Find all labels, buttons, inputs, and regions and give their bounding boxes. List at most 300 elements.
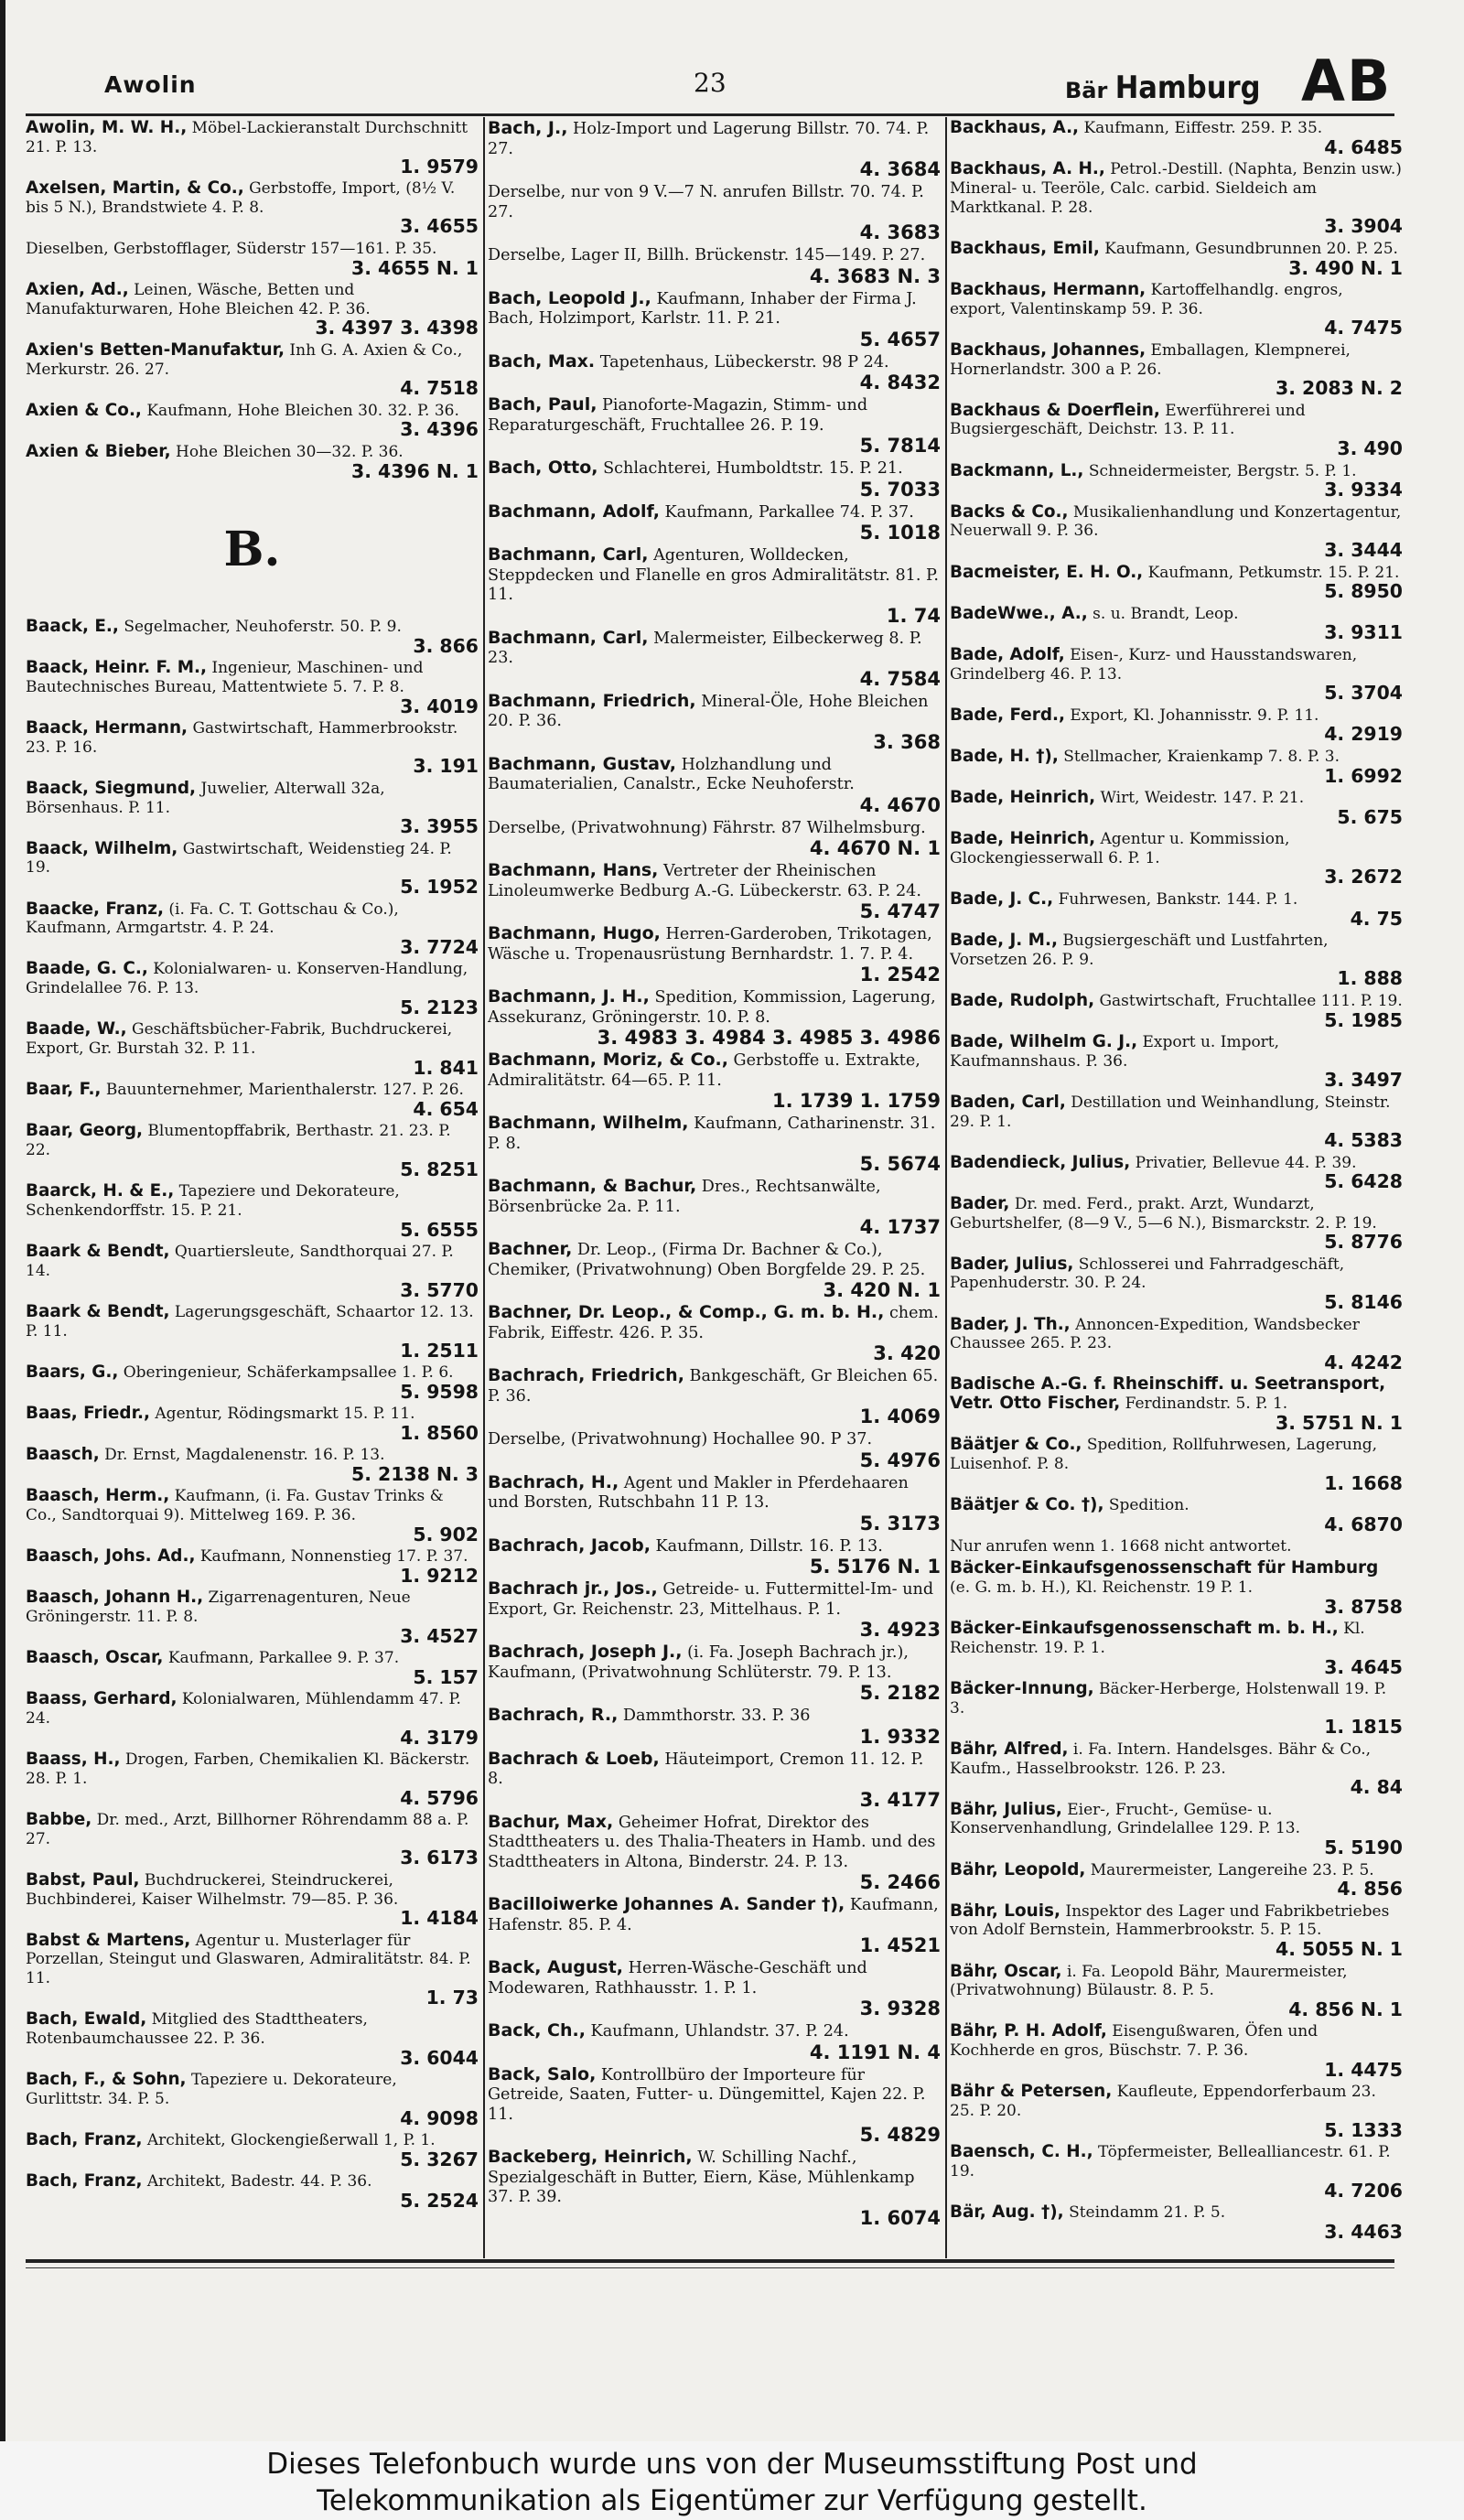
entry-name: Bachrach, Jacob, bbox=[488, 1535, 651, 1556]
entry-description: Kaufmann, Gesundbrunnen 20. P. 25. bbox=[1104, 239, 1398, 258]
phone-number: 5. 5674 bbox=[859, 1153, 941, 1175]
directory-entry bbox=[26, 1750, 479, 1808]
directory-entry bbox=[26, 1487, 479, 1545]
entry-name: Bacmeister, E. H. O., bbox=[950, 562, 1144, 582]
directory-entry bbox=[488, 987, 941, 1048]
entry-name: Backhaus & Doerflein, bbox=[950, 400, 1160, 420]
entry-name: Bade, J. C., bbox=[950, 888, 1054, 909]
directory-entry bbox=[26, 1871, 479, 1929]
entry-name: Bader, Julius, bbox=[950, 1254, 1074, 1274]
phone-number: 3. 9311 bbox=[1324, 621, 1403, 644]
entry-description: Nur anrufen wenn 1. 1668 nicht antwortet. bbox=[950, 1537, 1292, 1556]
phone-number: 4. 5796 bbox=[400, 1786, 479, 1809]
entry-name: Bade, Rudolph, bbox=[950, 990, 1095, 1010]
entry-name: Bäätjer & Co., bbox=[950, 1435, 1082, 1455]
phone-number: 4. 7518 bbox=[400, 377, 479, 400]
entry-name: Bachmann, & Bachur, bbox=[488, 1176, 697, 1196]
entry-description: Tapeziere und Dekorateure, Schenkendorffstr. 15. P. 21. bbox=[26, 1182, 400, 1220]
phone-number: 3. 6173 bbox=[400, 1847, 479, 1869]
entry-name: Baack, Siegmund, bbox=[26, 778, 197, 798]
directory-entry bbox=[950, 1093, 1403, 1151]
directory-entry bbox=[950, 890, 1403, 929]
entry-description: Kaufmann, Hohe Bleichen 30. 32. P. 36. bbox=[146, 401, 459, 420]
phone-number: 4. 3683 bbox=[859, 221, 941, 243]
directory-entry bbox=[26, 900, 479, 958]
entry-name: Bachmann, Carl, bbox=[488, 627, 649, 648]
header-end-word: Bär bbox=[1065, 78, 1108, 103]
entry-description: Mitglied des Stadttheaters, Rotenbaumchaussee 22. P. 36. bbox=[26, 2010, 368, 2049]
directory-entry bbox=[488, 755, 941, 815]
entry-description: Spedition, Kommission, Lagerung, Assekuranz, Gröningerstr. 10. P. 8. bbox=[488, 988, 936, 1027]
phone-number: 5. 1985 bbox=[1324, 1008, 1403, 1031]
entry-name: Bähr, P. H. Adolf, bbox=[950, 2021, 1107, 2041]
directory-entry bbox=[488, 692, 941, 752]
entry-description: Schneidermeister, Bergstr. 5. P. 1. bbox=[1088, 461, 1357, 480]
directory-entry bbox=[26, 1446, 479, 1484]
directory-entry bbox=[26, 2172, 479, 2211]
phone-number: 5. 2138 N. 3 bbox=[351, 1462, 479, 1485]
phone-number: 3. 4396 bbox=[400, 418, 479, 441]
entry-name: Axien & Bieber, bbox=[26, 441, 171, 461]
phone-number: 3. 9328 bbox=[859, 1998, 941, 2019]
entry-description: Kartoffelhandlg. engros, export, Valentinskamp 59. P. 36. bbox=[950, 280, 1343, 318]
phone-number: 3. 4923 bbox=[859, 1619, 941, 1641]
directory-entry bbox=[950, 1033, 1403, 1091]
entry-name: Bäcker-Innung, bbox=[950, 1678, 1094, 1698]
phone-number: 4. 8432 bbox=[859, 372, 941, 393]
entry-description: Zigarrenagenturen, Neue Gröningerstr. 11. P. 8. bbox=[26, 1588, 411, 1626]
entry-description: Kaufmann, Parkallee 74. P. 37. bbox=[664, 502, 914, 522]
entry-description: Destillation und Weinhandlung, Steinstr. 29. P. 1. bbox=[950, 1093, 1391, 1131]
directory-entry bbox=[26, 659, 479, 716]
entry-description: Musikalienhandlung und Konzertagentur, Neuerwall 9. P. 36. bbox=[950, 502, 1402, 541]
directory-entry bbox=[26, 1020, 479, 1078]
header-city: Hamburg bbox=[1114, 70, 1261, 106]
phone-number: 1. 4069 bbox=[859, 1405, 941, 1427]
phone-number: 3. 5751 N. 1 bbox=[1276, 1412, 1403, 1434]
entry-description: chem. Fabrik, Eiffestr. 426. P. 35. bbox=[488, 1304, 939, 1342]
directory-entry bbox=[488, 502, 941, 544]
entry-description: Geschäftsbücher-Fabrik, Buchdruckerei, Export, Gr. Burstah 32. P. 11. bbox=[26, 1020, 453, 1059]
directory-entry bbox=[488, 1958, 941, 2019]
directory-entry bbox=[488, 1177, 941, 1237]
phone-number: 5. 8776 bbox=[1324, 1231, 1403, 1254]
entry-name: Baacke, Franz, bbox=[26, 899, 164, 919]
entry-description: Malermeister, Eilbeckerweg 8. P. 23. bbox=[488, 629, 922, 667]
entry-description: (i. Fa. Joseph Bachrach jr.), Kaufmann, (Privatwohnung Schlüterstr. 79. P. 13. bbox=[488, 1643, 909, 1682]
phone-number: 4. 3683 N. 3 bbox=[809, 264, 941, 287]
entry-description: Buchdruckerei, Steindruckerei, Buchbinderei, Kaiser Wilhelmstr. 79—85. P. 36. bbox=[26, 1870, 399, 1909]
entry-name: Baack, Wilhelm, bbox=[26, 838, 178, 858]
directory-entry bbox=[488, 1050, 941, 1111]
entry-description: Gastwirtschaft, Fruchtallee 111. P. 19. bbox=[1099, 991, 1403, 1010]
directory-entry bbox=[26, 1081, 479, 1119]
entry-name: Awolin, M. W. H., bbox=[26, 119, 188, 137]
entry-name: Bade, J. M., bbox=[950, 930, 1058, 950]
phone-number: 1. 4521 bbox=[859, 1934, 941, 1956]
entry-description: Dr. Leop., (Firma Dr. Bachner & Co.), Chemiker, (Privatwohnung) Oben Borgfelde 29. P. 25. bbox=[488, 1241, 926, 1279]
entry-description: Geheimer Hofrat, Direktor des Stadttheaters u. des Thalia-Theaters in Hamb. und des Stadttheaters in Altona, Binderstr. 24. P. 13. bbox=[488, 1813, 936, 1871]
phone-number: 5. 9598 bbox=[400, 1380, 479, 1403]
phone-number: 5. 5190 bbox=[1324, 1836, 1403, 1859]
entry-name: Baar, F., bbox=[26, 1080, 102, 1100]
directory-entry bbox=[26, 402, 479, 440]
phone-number: 1. 4475 bbox=[1324, 2059, 1403, 2081]
directory-entry bbox=[488, 1429, 941, 1470]
directory-entry bbox=[26, 960, 479, 1018]
phone-number: 5. 1018 bbox=[859, 522, 941, 544]
phone-number: 5. 8950 bbox=[1324, 580, 1403, 603]
entry-description: (e. G. m. b. H.), Kl. Reichenstr. 19 P. 1. bbox=[950, 1578, 1253, 1597]
entry-description: Möbel-Lackieranstalt Durchschnitt 21. P. 13. bbox=[26, 119, 468, 156]
directory-entry bbox=[488, 1366, 941, 1427]
entry-name: Bähr, Julius, bbox=[950, 1799, 1062, 1819]
directory-entry bbox=[950, 1963, 1403, 2020]
phone-number: 5. 5176 N. 1 bbox=[809, 1556, 941, 1578]
entry-name: Baasch, Johann H., bbox=[26, 1588, 204, 1608]
entry-name: Bade, Heinrich, bbox=[950, 787, 1096, 807]
entry-description: Lagerungsgeschäft, Schaartor 12. 13. P. 11. bbox=[26, 1302, 474, 1341]
directory-entry bbox=[26, 341, 479, 399]
entry-description: Eisengußwaren, Öfen und Kochherde en gros, Büschstr. 7. P. 36. bbox=[950, 2022, 1319, 2061]
phone-number: 4. 9098 bbox=[400, 2106, 479, 2129]
phone-number: 5. 6555 bbox=[400, 1218, 479, 1241]
phone-number: 1. 2511 bbox=[400, 1339, 479, 1362]
entry-name: Backs & Co., bbox=[950, 501, 1069, 522]
phone-number: 5. 8251 bbox=[400, 1158, 479, 1180]
phone-number: 4. 7206 bbox=[1324, 2179, 1403, 2202]
phone-number: 3. 8758 bbox=[1324, 1595, 1403, 1618]
entry-name: Bachmann, Gustav, bbox=[488, 753, 676, 774]
entry-name: Bäätjer & Co. †), bbox=[950, 1495, 1104, 1515]
phone-number: 5. 4829 bbox=[859, 2124, 941, 2146]
directory-entry bbox=[950, 1902, 1403, 1960]
entry-name: Bär, Aug. †), bbox=[950, 2202, 1064, 2223]
phone-number: 4. 4670 bbox=[859, 793, 941, 816]
directory-entry bbox=[488, 1536, 941, 1578]
phone-number: 5. 1952 bbox=[400, 876, 479, 899]
directory-entry bbox=[488, 289, 941, 350]
phone-number: 5. 2123 bbox=[400, 996, 479, 1018]
entry-description: Kaufmann, Inhaber der Firma J. Bach, Holzimport, Karlstr. 11. P. 21. bbox=[488, 289, 917, 328]
entry-description: Kaufmann, Dillstr. 16. P. 13. bbox=[655, 1536, 883, 1556]
entry-description: Maurermeister, Langereihe 23. P. 5. bbox=[1090, 1860, 1374, 1879]
entry-name: Babst, Paul, bbox=[26, 1869, 140, 1890]
directory-entry bbox=[950, 503, 1403, 561]
phone-number: 3. 420 bbox=[873, 1342, 941, 1364]
entry-description: Getreide- u. Futtermittel-Im- und Export, Gr. Reichenstr. 23, Mittelhaus. P. 1. bbox=[488, 1580, 934, 1619]
entry-description: Eisen-, Kurz- und Hausstandswaren, Grindelberg 46. P. 13. bbox=[950, 645, 1358, 684]
entry-description: Derselbe, nur von 9 V.—7 N. anrufen Billstr. 70. 74. P. 27. bbox=[488, 183, 924, 221]
entry-description: Export u. Import, Kaufmannshaus. P. 36. bbox=[950, 1032, 1280, 1071]
entry-description: Häuteimport, Cremon 11. 12. P. 8. bbox=[488, 1750, 924, 1788]
phone-number: 3. 3497 bbox=[1324, 1069, 1403, 1092]
entry-name: Baade, G. C., bbox=[26, 959, 148, 979]
entry-name: Baar, Georg, bbox=[26, 1121, 144, 1141]
entry-name: Bachrach & Loeb, bbox=[488, 1748, 660, 1769]
phone-number: 4. 4242 bbox=[1324, 1352, 1403, 1374]
directory-entry bbox=[26, 719, 479, 777]
directory-entry bbox=[950, 789, 1403, 827]
footer-rule bbox=[26, 2259, 1394, 2263]
phone-number: 3. 3955 bbox=[400, 815, 479, 838]
entry-description: Schlachterei, Humboldtstr. 15. P. 21. bbox=[603, 459, 903, 478]
entry-description: Emballagen, Klempnerei, Hornerlandstr. 300 a P. 26. bbox=[950, 340, 1351, 379]
entry-description: Blumentopffabrik, Berthastr. 21. 23. P. 22. bbox=[26, 1122, 451, 1160]
column-1 bbox=[26, 119, 479, 2251]
directory-entry bbox=[26, 281, 479, 339]
entry-name: Baensch, C. H., bbox=[950, 2142, 1093, 2162]
directory-entry bbox=[488, 2021, 941, 2062]
phone-number: 5. 4976 bbox=[859, 1448, 941, 1471]
phone-number: 1. 73 bbox=[425, 1987, 479, 2009]
phone-number: 4. 7475 bbox=[1324, 317, 1403, 339]
entry-description: Tapetenhaus, Lübeckerstr. 98 P 24. bbox=[599, 352, 889, 372]
column-divider bbox=[483, 117, 485, 2258]
entry-name: Bähr, Louis, bbox=[950, 1901, 1060, 1921]
entry-description: Privatier, Bellevue 44. P. 39. bbox=[1135, 1153, 1357, 1172]
phone-number: 3. 3904 bbox=[1324, 215, 1403, 238]
directory-entry bbox=[26, 1243, 479, 1300]
phone-number: 5. 6428 bbox=[1324, 1170, 1403, 1193]
entry-description: Agentur u. Musterlager für Porzellan, Steingut und Glaswaren, Admiralitätstr. 84. P. 11. bbox=[26, 1931, 471, 1988]
phone-number: 3. 4463 bbox=[1324, 2220, 1403, 2243]
entry-description: Kaufmann, Hafenstr. 85. P. 4. bbox=[488, 1896, 939, 1934]
directory-entry bbox=[488, 818, 941, 859]
column-2 bbox=[488, 119, 941, 2251]
entry-name: Bähr & Petersen, bbox=[950, 2082, 1113, 2102]
phone-number: 3. 4983 3. 4984 3. 4985 3. 4986 bbox=[597, 1027, 941, 1049]
phone-number: 3. 6044 bbox=[400, 2046, 479, 2069]
phone-number: 5. 675 bbox=[1337, 805, 1403, 828]
entry-name: Baden, Carl, bbox=[950, 1092, 1066, 1112]
directory-entry bbox=[950, 1801, 1403, 1858]
entry-name: Bachrach, H., bbox=[488, 1471, 619, 1492]
entry-description: Kaufmann, Uhlandstr. 37. P. 24. bbox=[590, 2022, 849, 2041]
phone-number: 1. 74 bbox=[886, 604, 941, 627]
phone-number: 4. 5383 bbox=[1324, 1129, 1403, 1152]
entry-name: Axien's Betten-Manufaktur, bbox=[26, 339, 285, 360]
entry-name: Bähr, Oscar, bbox=[950, 1961, 1062, 1981]
phone-number: 1. 1815 bbox=[1324, 1716, 1403, 1739]
entry-name: Axelsen, Martin, & Co., bbox=[26, 178, 244, 198]
directory-entry bbox=[488, 2065, 941, 2146]
phone-number: 5. 2524 bbox=[400, 2190, 479, 2212]
entry-description: Kl. Reichenstr. 19. P. 1. bbox=[950, 1619, 1365, 1657]
directory-entry bbox=[488, 119, 941, 179]
entry-description: Holzhandlung und Baumaterialien, Canalstr., Ecke Neuhoferstr. bbox=[488, 755, 855, 793]
phone-number: 5. 4747 bbox=[859, 900, 941, 922]
entry-name: Back, Salo, bbox=[488, 2063, 597, 2084]
entry-name: Badendieck, Julius, bbox=[950, 1152, 1131, 1172]
entry-name: Bachmann, Hugo, bbox=[488, 923, 661, 943]
entry-name: Baarck, H. & E., bbox=[26, 1181, 175, 1201]
entry-name: Bachner, bbox=[488, 1239, 573, 1259]
entry-name: Bachrach, Friedrich, bbox=[488, 1365, 684, 1385]
entry-description: Dieselben, Gerbstofflager, Süderstr 157—161. P. 35. bbox=[26, 239, 437, 258]
phone-number: 3. 4397 3. 4398 bbox=[315, 317, 479, 339]
directory-entry bbox=[488, 1813, 941, 1893]
directory-entry bbox=[950, 1375, 1403, 1433]
entry-description: Oberingenieur, Schäferkampsallee 1. P. 6. bbox=[123, 1362, 454, 1382]
entry-name: Bade, Ferd., bbox=[950, 705, 1065, 725]
directory-entry bbox=[950, 402, 1403, 459]
entry-name: Bachmann, Adolf, bbox=[488, 501, 660, 522]
entry-name: Baark & Bendt, bbox=[26, 1242, 170, 1262]
directory-entry bbox=[950, 706, 1403, 745]
directory-entry bbox=[950, 1620, 1403, 1677]
entry-description: Gastwirtschaft, Weidenstieg 24. P. 19. bbox=[26, 839, 452, 878]
phone-number: 1. 6074 bbox=[859, 2206, 941, 2229]
entry-description: Architekt, Badestr. 44. P. 36. bbox=[146, 2172, 372, 2192]
entry-description: Agentur u. Kommission, Glockengiesserwall 6. P. 1. bbox=[950, 829, 1290, 867]
phone-number: 1. 9579 bbox=[400, 155, 479, 178]
directory-entry bbox=[488, 182, 941, 242]
entry-description: Gastwirtschaft, Hammerbrookstr. 23. P. 16. bbox=[26, 718, 458, 757]
phone-number: 4. 2919 bbox=[1324, 723, 1403, 746]
directory-entry bbox=[26, 1932, 479, 2008]
directory-entry bbox=[950, 1740, 1403, 1798]
entry-description: Vertreter der Rheinischen Linoleumwerke Bedburg A.-G. Lübeckerstr. 63. P. 24. bbox=[488, 862, 921, 900]
phone-number: 5. 7033 bbox=[859, 478, 941, 501]
entry-name: Bach, J., bbox=[488, 119, 568, 138]
directory-entry bbox=[26, 2131, 479, 2170]
phone-number: 5. 7814 bbox=[859, 435, 941, 457]
entry-name: Bachur, Max, bbox=[488, 1811, 614, 1832]
entry-description: Dammthorstr. 33. P. 36 bbox=[622, 1707, 811, 1725]
phone-number: 4. 84 bbox=[1350, 1776, 1403, 1799]
directory-entry bbox=[488, 629, 941, 689]
directory-entry bbox=[488, 245, 941, 286]
entry-description: Bugsiergeschäft und Lustfahrten, Vorsetzen 26. P. 9. bbox=[950, 931, 1329, 969]
phone-number: 3. 2083 N. 2 bbox=[1276, 377, 1403, 400]
directory-entry bbox=[26, 618, 479, 656]
entry-description: Quartiersleute, Sandthorquai 27. P. 14. bbox=[26, 1243, 454, 1280]
entry-name: Bade, Wilhelm G. J., bbox=[950, 1031, 1138, 1051]
phone-number: 1. 4184 bbox=[400, 1907, 479, 1930]
entry-name: Bähr, Alfred, bbox=[950, 1739, 1069, 1759]
entry-name: Backhaus, Johannes, bbox=[950, 339, 1146, 360]
entry-name: Baasch, Johs. Ad., bbox=[26, 1546, 196, 1566]
entry-name: Back, Ch., bbox=[488, 2020, 586, 2041]
phone-number: 3. 4177 bbox=[859, 1788, 941, 1811]
entry-name: Bach, F., & Sohn, bbox=[26, 2070, 187, 2090]
directory-entry bbox=[950, 119, 1403, 157]
entry-description: (i. Fa. C. T. Gottschau & Co.), Kaufmann, Armgartstr. 4. P. 24. bbox=[26, 899, 399, 938]
directory-entry bbox=[950, 341, 1403, 399]
phone-number: 3. 420 N. 1 bbox=[823, 1279, 941, 1301]
directory-entry bbox=[26, 840, 479, 898]
phone-number: 1. 9332 bbox=[859, 1725, 941, 1748]
phone-number: 4. 6870 bbox=[1324, 1513, 1403, 1535]
entry-description: i. Fa. Leopold Bähr, Maurermeister, (Privatwohnung) Bülaustr. 8. P. 5. bbox=[950, 1962, 1348, 2000]
phone-number: 5. 3173 bbox=[859, 1512, 941, 1535]
phone-number: 3. 4527 bbox=[400, 1624, 479, 1647]
entry-description: Töpfermeister, Bellealliancestr. 61. P. 19. bbox=[950, 2143, 1391, 2181]
entry-name: BadeWwe., A., bbox=[950, 603, 1088, 623]
phone-number: 4. 3179 bbox=[400, 1726, 479, 1749]
entry-name: Baasch, Oscar, bbox=[26, 1647, 164, 1667]
directory-entry bbox=[950, 748, 1403, 786]
entry-name: Bäcker-Einkaufsgenossenschaft m. b. H., bbox=[950, 1618, 1339, 1638]
directory-entry bbox=[26, 443, 479, 481]
entry-description: Kaufmann, Catharinenstr. 31. P. 8. bbox=[488, 1115, 936, 1153]
directory-entry bbox=[488, 395, 941, 456]
directory-entry bbox=[26, 1405, 479, 1443]
entry-name: Bach, Franz, bbox=[26, 2130, 143, 2150]
entry-name: Babbe, bbox=[26, 1809, 92, 1829]
entry-name: Backhaus, Emil, bbox=[950, 238, 1100, 258]
entry-name: Backmann, L., bbox=[950, 460, 1084, 480]
entry-description: Annoncen-Expedition, Wandsbecker Chaussee 265. P. 23. bbox=[950, 1315, 1360, 1353]
directory-entry bbox=[26, 1547, 479, 1586]
directory-entry bbox=[488, 1240, 941, 1300]
directory-entry bbox=[26, 1588, 479, 1646]
directory-entry bbox=[488, 1642, 941, 1703]
footer-rule-thin bbox=[26, 2267, 1394, 2268]
entry-description: Bäcker-Herberge, Holstenwall 19. P. 3. bbox=[950, 1679, 1387, 1718]
phone-number: 3. 368 bbox=[873, 730, 941, 753]
phone-number: 4. 7584 bbox=[859, 667, 941, 690]
entry-description: Leinen, Wäsche, Betten und Manufakturwaren, Hohe Bleichen 42. P. 36. bbox=[26, 280, 371, 318]
entry-name: Baade, W., bbox=[26, 1019, 127, 1039]
entry-description: Kolonialwaren, Mühlendamm 47. P. 24. bbox=[26, 1690, 461, 1728]
ownership-notice bbox=[0, 2441, 1464, 2520]
phone-number: 3. 4655 bbox=[400, 215, 479, 238]
entry-name: Backhaus, A., bbox=[950, 119, 1080, 137]
entry-description: Kaufmann, Parkallee 9. P. 37. bbox=[167, 1648, 400, 1667]
entry-name: Bachrach, R., bbox=[488, 1705, 619, 1725]
directory-entry bbox=[26, 1122, 479, 1179]
directory-entry bbox=[950, 1861, 1403, 1900]
entry-description: Spedition, Rollfuhrwesen, Lagerung, Luisenhof. P. 8. bbox=[950, 1436, 1378, 1474]
entry-description: Dr. Ernst, Magdalenenstr. 16. P. 13. bbox=[104, 1446, 385, 1465]
entry-description: Fuhrwesen, Bankstr. 144. P. 1. bbox=[1058, 889, 1298, 909]
directory-entry bbox=[950, 1537, 1403, 1556]
entry-name: Badische A.-G. f. Rheinschiff. u. Seetransport, Vetr. Otto Fischer, bbox=[950, 1374, 1386, 1414]
entry-description: Hohe Bleichen 30—32. P. 36. bbox=[176, 442, 404, 461]
directory-entry bbox=[950, 2143, 1403, 2201]
phone-number: 1. 9212 bbox=[400, 1564, 479, 1587]
entry-description: Kaufleute, Eppendorferbaum 23. 25. P. 20. bbox=[950, 2083, 1376, 2121]
entry-description: Dr. med., Arzt, Billhorner Röhrendamm 88 a. P. 27. bbox=[26, 1810, 469, 1848]
phone-number: 1. 1668 bbox=[1324, 1471, 1403, 1494]
entry-name: Baasch, Herm., bbox=[26, 1486, 170, 1506]
header-range bbox=[1065, 70, 1260, 106]
directory-entry bbox=[26, 780, 479, 837]
directory-entry bbox=[26, 2071, 479, 2128]
phone-number: 5. 157 bbox=[413, 1665, 479, 1688]
phone-number: 4. 856 bbox=[1337, 1878, 1403, 1901]
phone-number: 4. 654 bbox=[413, 1097, 479, 1120]
entry-description: Kaufmann, (i. Fa. Gustav Trinks & Co., Sandtorquai 9). Mittelweg 169. P. 36. bbox=[26, 1487, 444, 1524]
entry-name: Bachrach, Joseph J., bbox=[488, 1642, 683, 1662]
phone-number: 1. 841 bbox=[413, 1056, 479, 1079]
header-letters: AB bbox=[1301, 48, 1393, 114]
entry-description: Drogen, Farben, Chemikalien Kl. Bäckerstr. 28. P. 1. bbox=[26, 1750, 470, 1788]
entry-name: Baack, Hermann, bbox=[26, 717, 188, 738]
entry-name: Back, August, bbox=[488, 1957, 624, 1977]
directory-entry bbox=[950, 281, 1403, 339]
entry-name: Bach, Max. bbox=[488, 350, 596, 372]
phone-number: 4. 6485 bbox=[1324, 135, 1403, 158]
column-divider bbox=[945, 117, 947, 2258]
directory-entry bbox=[488, 1706, 941, 1747]
phone-number: 3. 2672 bbox=[1324, 866, 1403, 888]
entry-description: Stellmacher, Kraienkamp 7. 8. P. 3. bbox=[1063, 747, 1340, 766]
phone-number: 3. 191 bbox=[413, 755, 479, 778]
entry-description: Agent und Makler in Pferdehaaren und Borsten, Rutschbahn 11 P. 13. bbox=[488, 1473, 909, 1512]
